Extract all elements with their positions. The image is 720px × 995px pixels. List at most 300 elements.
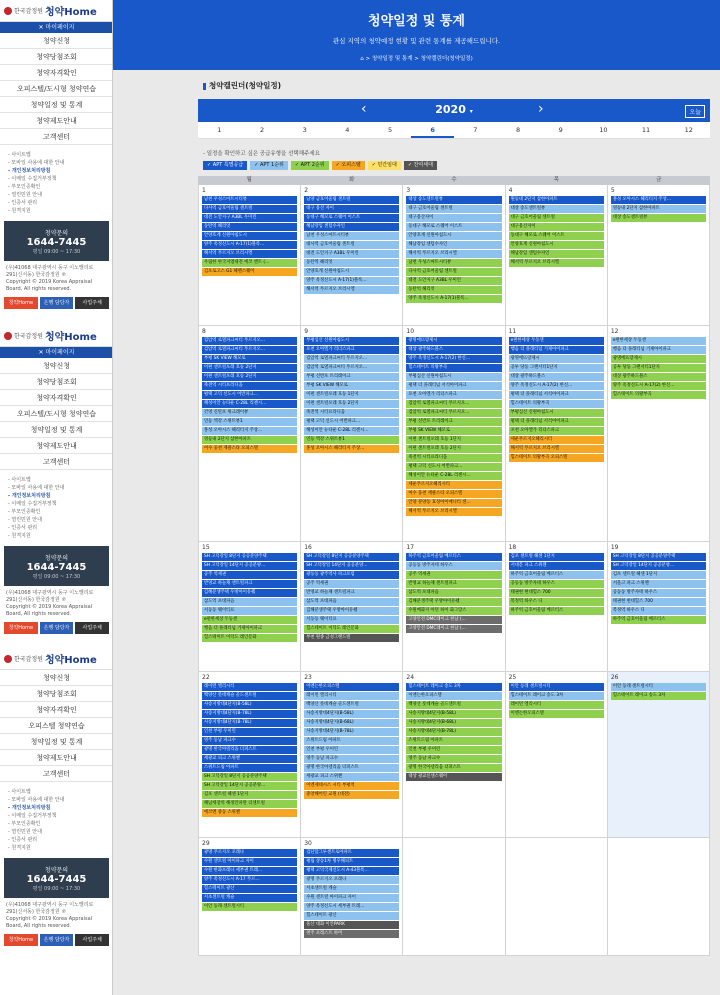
event-item[interactable]: 수원 센트럴 아이파크 자이 xyxy=(304,894,399,902)
event-item[interactable]: 해서역 푸르지오 브리시엘 xyxy=(304,286,399,294)
event-item[interactable]: 동탄역 헤리엇 xyxy=(406,286,501,294)
sub-link[interactable]: - 이메일 수집거부정책 xyxy=(8,813,57,819)
sub-link[interactable]: - 모바일 사용에 대한 안내 xyxy=(8,797,65,803)
event-item[interactable]: SH 고덕강일 8단지 공공분양주택 xyxy=(202,773,297,781)
event-item[interactable]: 이안 동래 센트럴시티 xyxy=(509,683,604,691)
event-item[interactable]: 공투 당동 그랜서티1단지 xyxy=(509,364,604,372)
event-item[interactable]: 연등 엑강 스위트뷰1 xyxy=(304,436,399,444)
event-item[interactable]: 중앙해어린 교원 (대전) xyxy=(304,791,399,799)
event-item[interactable]: 광동동 광주역사 파크포럼 xyxy=(304,571,399,579)
event-item[interactable]: 반영교 하늘채 센트럴파크 xyxy=(202,580,297,588)
event-item[interactable]: 홍성 오아시스 헤리티지 주상… xyxy=(611,196,706,204)
event-item[interactable]: 서대문 파크 스위첸 xyxy=(509,562,604,570)
sidebar-menu-item[interactable]: 오피스텔 청약연습 xyxy=(0,718,113,734)
event-item[interactable]: 부평 SK VIEW 해모로 xyxy=(406,427,501,435)
event-item[interactable]: 서초센트럴 캐슬 xyxy=(202,894,297,902)
event-item[interactable]: 이편 센트럴포레 호등 2단지 xyxy=(202,364,297,372)
event-item[interactable]: 영등내 2단지 삼한아파트 xyxy=(611,205,706,213)
sub-link[interactable]: - 부모인증확인 xyxy=(8,509,41,515)
event-item[interactable]: 레이먼 엘리시티 xyxy=(202,683,297,691)
sub-link[interactable]: - 열린민원 안내 xyxy=(8,192,42,198)
event-item[interactable]: SH 고덕강일 8단지 공공분양주택 xyxy=(611,553,706,561)
event-item[interactable]: 행음 더 플래티넘 거제아이파크 xyxy=(611,346,706,354)
event-item[interactable]: 김포로고스 G1 헤렌스퀘어 xyxy=(202,268,297,276)
event-item[interactable]: 삼도역 포대파음 xyxy=(406,589,501,597)
sidebar-menu-item[interactable]: 청약일정 및 통계 xyxy=(0,422,113,438)
event-item[interactable]: 고양안전 DMC레이크 한남 (… xyxy=(406,625,501,633)
event-item[interactable]: 검암역 로열파크씨티 푸르지오… xyxy=(304,355,399,363)
event-item[interactable]: 평택 고덕국제신도시 A-43블록… xyxy=(304,867,399,875)
event-item[interactable]: 해서역 푸르지오 브리시엘 xyxy=(509,445,604,453)
event-item[interactable]: 동탄역 헤리엇 xyxy=(202,223,297,231)
event-item[interactable]: 힐스테이트 광산 xyxy=(304,912,399,920)
event-item[interactable]: 검암역 로열파크씨티 푸르지오… xyxy=(202,346,297,354)
sidebar-menu-item[interactable]: 청약일정 및 통계 xyxy=(0,734,113,750)
event-item[interactable]: 공동동 방주자테 하우스 xyxy=(406,562,501,570)
event-item[interactable]: 대상 광주하드블스 xyxy=(509,373,604,381)
legend-chip[interactable]: ✓ APT 2순위 xyxy=(291,161,329,170)
event-item[interactable]: 하주역 금호어울림 베르티스 xyxy=(611,616,706,624)
event-item[interactable]: 공주 역세권 xyxy=(406,571,501,579)
logo[interactable] xyxy=(0,0,113,22)
event-item[interactable]: 광명 한국아델리움 더퍼스트 xyxy=(202,746,297,754)
event-item[interactable]: SH 고덕강일 8단지 공공분양주택 xyxy=(304,553,399,561)
event-item[interactable]: 인천 부평 우미린 xyxy=(304,746,399,754)
legend-chip[interactable]: ✓ 민간임대 xyxy=(368,161,401,170)
event-item[interactable]: 이편 센트럴포레 호등 1단지 xyxy=(406,436,501,444)
event-item[interactable]: 다사역 금호어울림 센트럴 xyxy=(202,205,297,213)
event-item[interactable]: 대구 금호어울림 센트럴 xyxy=(406,205,501,213)
event-item[interactable]: 백양산 롯데캐슬 골드센트럴 xyxy=(202,692,297,700)
next-year-icon[interactable]: › xyxy=(538,101,544,117)
event-item[interactable]: 태권현 현대힐스 700 xyxy=(611,598,706,606)
sub-link[interactable]: - 사이트맵 xyxy=(8,789,31,795)
event-item[interactable]: SH 고덕강일 14단지 공공분양… xyxy=(304,562,399,570)
event-item[interactable]: 대상 광주하드블스 xyxy=(611,373,706,381)
sub-link[interactable]: - 인증서 관리 xyxy=(8,200,38,206)
sub-link[interactable]: - 개인정보처리방침 xyxy=(8,805,51,811)
event-item[interactable]: 힐스테이트 레이크 송도 3차 xyxy=(406,683,501,691)
event-item[interactable]: 평택 고덕 신도시 어반파크… xyxy=(304,418,399,426)
event-item[interactable]: 복정역 하우스 디 xyxy=(611,607,706,615)
event-item[interactable]: 부평심산 신원아침도시 xyxy=(406,373,501,381)
sidebar-menu-item[interactable]: 청약자격확인 xyxy=(0,65,113,81)
month-tab[interactable]: 4 xyxy=(345,126,350,134)
event-item[interactable]: 태권현 현대힐스 700 xyxy=(509,589,604,597)
event-item[interactable]: 양주 옥정신도시 A-17(1)블록… xyxy=(202,241,297,249)
sidebar-menu-item[interactable]: 청약제도안내 xyxy=(0,750,113,766)
event-item[interactable]: 김포 센트럴 헤센 1단지 xyxy=(202,791,297,799)
footer-button[interactable]: 사업주체 xyxy=(75,297,109,309)
mypage-link[interactable]: ✕ 마이페이지 xyxy=(0,22,113,33)
event-item[interactable]: 백양산 롯데캐슬 골드센트럴 xyxy=(406,701,501,709)
event-item[interactable]: 검암역 로열파크씨티 푸르지오… xyxy=(304,364,399,372)
event-item[interactable]: 대사역 금호어울림 센트럴 xyxy=(304,241,399,249)
event-item[interactable]: 검단할그루센트로아파트 xyxy=(304,849,399,857)
event-item[interactable]: e편한세상 두동센 xyxy=(611,337,706,345)
event-item[interactable]: 사송지방대4단지(B-78L) xyxy=(202,719,297,727)
event-item[interactable]: 평택 더 플래티넘 서석아이파크 xyxy=(509,391,604,399)
event-item[interactable]: 김포 센트럴 헤센 1단지 xyxy=(509,553,604,561)
event-item[interactable]: 힐스테이트 의왕부곡 xyxy=(611,391,706,399)
event-item[interactable]: 부평 신반포 트리레이크 xyxy=(304,373,399,381)
event-item[interactable]: 이안 동래 센트럴시티 xyxy=(611,683,706,691)
event-item[interactable]: 서동동 웨이티프 xyxy=(304,616,399,624)
event-item[interactable]: 부평 SK VIEW 해모로 xyxy=(304,382,399,390)
event-item[interactable]: 안양호계 신원아침도시 xyxy=(304,268,399,276)
event-item[interactable]: 양주 옥정신도시 A-17(1)블록… xyxy=(406,295,501,303)
event-item[interactable]: 힐스테이트 레이크 송도 3차 xyxy=(509,692,604,700)
month-tab[interactable]: 12 xyxy=(684,126,693,134)
event-item[interactable]: 대상 광주하드블스 xyxy=(406,346,501,354)
event-item[interactable]: 광명에뜨랑제시 xyxy=(611,355,706,363)
year-selector[interactable]: 2020 ▾ xyxy=(435,103,473,116)
event-item[interactable]: 사송지방대4단지(B-78L) xyxy=(202,710,297,718)
sub-link[interactable]: - 개인정보처리방침 xyxy=(8,168,51,174)
event-item[interactable]: 사송지방대4단지(B-58L) xyxy=(304,710,399,718)
event-item[interactable]: 사송지방대4단지(B-58L) xyxy=(202,701,297,709)
event-item[interactable]: 대구용산자이 xyxy=(509,223,604,231)
event-item[interactable]: 남천 우성스마트시티뷰 xyxy=(406,259,501,267)
sub-link[interactable]: - 부모인증확인 xyxy=(8,184,41,190)
event-item[interactable]: 양주 옥정신도시 A-17 푸르… xyxy=(202,876,297,884)
event-item[interactable]: 해서역 푸르지오 브리시엘 xyxy=(406,250,501,258)
event-item[interactable]: 하주역 금호어울림 베르티스 xyxy=(406,553,501,561)
home-icon[interactable]: ⌂ xyxy=(360,56,364,62)
event-item[interactable]: 인천 부평 우미린 xyxy=(202,728,297,736)
event-item[interactable]: 인천 부평 우미린 xyxy=(406,746,501,754)
event-item[interactable]: 부평 SK VIEW 해모로 xyxy=(202,355,297,363)
event-item[interactable]: 검암역 로열파크씨티 푸르지오… xyxy=(202,337,297,345)
event-item[interactable]: 평림 상동1차 명우해피트 xyxy=(304,858,399,866)
event-item[interactable]: 안양호계 신원아침도시 xyxy=(202,232,297,240)
event-item[interactable]: 해서역 푸르지오 브리시엘 xyxy=(202,250,297,258)
event-item[interactable]: 영주 동남 파크수 xyxy=(202,737,297,745)
logo[interactable] xyxy=(0,325,113,347)
event-item[interactable]: 원동네 2단지 삼한아파트 xyxy=(509,196,604,204)
month-tab[interactable]: 7 xyxy=(473,126,478,134)
footer-button[interactable]: 은행 담당자 xyxy=(40,297,74,309)
event-item[interactable]: 포천 오아엘가 리더스파크 xyxy=(406,391,501,399)
event-item[interactable]: 사송지방대4단지(B-58L) xyxy=(406,710,501,718)
event-item[interactable]: SH 고덕강일 8단지 공공분양주택 xyxy=(202,553,297,561)
sub-link[interactable]: - 이메일 수집거부정책 xyxy=(8,501,57,507)
month-tab[interactable]: 3 xyxy=(302,126,307,134)
event-item[interactable]: 대전 도안지구 A3BL 우미린 xyxy=(202,214,297,222)
sidebar-menu-item[interactable]: 청약일정 및 통계 xyxy=(0,97,113,113)
event-item[interactable]: 하주역 금호어울림 베르티스 xyxy=(509,607,604,615)
sidebar-menu-item[interactable]: 청약신청 xyxy=(0,358,113,374)
event-item[interactable]: 해남강임 센텀수자인 xyxy=(406,241,501,249)
breadcrumb-item[interactable]: 청약일정 및 통계 xyxy=(371,56,413,62)
event-item[interactable]: 광명에뜨랑제시 xyxy=(509,355,604,363)
breadcrumb-item[interactable]: 청약캘린더(청약일정) xyxy=(420,56,473,62)
event-item[interactable]: 동탄역 헤리엇 xyxy=(304,259,399,267)
legend-chip[interactable]: ✓ APT 1순위 xyxy=(250,161,288,170)
sidebar-menu-item[interactable]: 청약제도안내 xyxy=(0,438,113,454)
event-item[interactable]: 양주 옥정신도시 A-17(2) 한신… xyxy=(509,382,604,390)
event-item[interactable]: 고양안전 DMC레이크 한남 (… xyxy=(406,616,501,624)
footer-button[interactable]: 은행 담당자 xyxy=(40,934,74,946)
event-item[interactable]: 이엔제네시스 시티 부평역 xyxy=(304,782,399,790)
event-item[interactable]: 해서역 푸르지오 브리시엘 xyxy=(406,508,501,516)
event-item[interactable]: 대전 도안지구 A3BL 우미린 xyxy=(406,277,501,285)
event-item[interactable]: e편한세상 두동센 xyxy=(509,337,604,345)
month-tab[interactable]: 5 xyxy=(387,126,393,134)
sub-link[interactable]: - 사이트맵 xyxy=(8,477,31,483)
event-item[interactable]: 이편 센트럴포레 호등 2단지 xyxy=(304,400,399,408)
event-item[interactable]: 하주역 금호어울림 베르티스 xyxy=(509,571,604,579)
event-item[interactable]: 대구용산자이 xyxy=(406,214,501,222)
event-item[interactable]: 해남세장역 해정만파란 더센트럴 xyxy=(202,800,297,808)
event-item[interactable]: 행음 더 플래티넘 거제아이파크 xyxy=(509,346,604,354)
event-item[interactable]: 삼도역 포대파음 xyxy=(304,598,399,606)
event-item[interactable]: 공주 역세권 xyxy=(304,580,399,588)
footer-button[interactable]: 청약Home xyxy=(4,622,38,634)
event-item[interactable]: 해성이안 뉴타운 C-28L 리젠시… xyxy=(202,400,297,408)
event-item[interactable]: 다사역 금호어울림 센트럴 xyxy=(406,268,501,276)
event-item[interactable]: 우림한 한국지엠대전 에코 엔트 (… xyxy=(202,259,297,267)
event-item[interactable]: 서울고 파크 스위첸 xyxy=(611,580,706,588)
sidebar-menu-item[interactable]: 고객센터 xyxy=(0,129,113,145)
event-item[interactable]: SH 고덕강일 14단지 공공분양… xyxy=(202,782,297,790)
event-item[interactable]: 힐스테이트 이덕도 레인문화 xyxy=(304,625,399,633)
event-item[interactable]: 사송지방대4단지(B-68L) xyxy=(304,719,399,727)
event-item[interactable]: 죽전역 시티프라디움 xyxy=(202,382,297,390)
event-item[interactable]: 양주 옥정신도시 A-17(2) 한신… xyxy=(406,355,501,363)
legend-chip[interactable]: ✓ 오피스텔 xyxy=(332,161,365,170)
event-item[interactable]: 포천 오아엘가 리더스파크 xyxy=(509,427,604,435)
event-item[interactable]: 동대구 해모로 스퀘어 이스트 xyxy=(509,232,604,240)
sidebar-menu-item[interactable]: 청약신청 xyxy=(0,670,113,686)
prev-year-icon[interactable]: ‹ xyxy=(361,101,367,117)
event-item[interactable]: 광명 한국아델리움 더퍼스트 xyxy=(304,764,399,772)
event-item[interactable]: 반영교 하늘채 센트럴파크 xyxy=(406,580,501,588)
sidebar-menu-item[interactable]: 청약신청 xyxy=(0,33,113,49)
event-item[interactable]: 포천 오아엘가 리더스파크 xyxy=(304,346,399,354)
event-item[interactable]: 힐스테이트 광산 xyxy=(202,885,297,893)
event-item[interactable]: 힐스테이트 의왕부곡 xyxy=(509,400,604,408)
event-item[interactable]: 양주 옥정신도시 세부권 트레… xyxy=(304,903,399,911)
event-item[interactable]: 수원 한화포레나 세부권 트레… xyxy=(202,867,297,875)
event-item[interactable]: 반영교 하늘채 센트럴파크 xyxy=(304,589,399,597)
event-item[interactable]: 광명 푸르지오 포레나 xyxy=(202,849,297,857)
sub-link[interactable]: - 원격지원 xyxy=(8,533,31,539)
event-item[interactable]: 대전 도안지구 A3BL 우미린 xyxy=(304,250,399,258)
event-item[interactable]: 복정역 하우스 디 xyxy=(509,598,604,606)
footer-button[interactable]: 사업주체 xyxy=(75,934,109,946)
event-item[interactable]: 대상 광교신센스퀘어 xyxy=(406,773,501,781)
event-item[interactable]: 평택 더 플래티넘 서석아이파크 xyxy=(406,382,501,390)
sub-link[interactable]: - 모바일 사용에 대한 안내 xyxy=(8,160,65,166)
event-item[interactable]: e편한세상 두동센 xyxy=(202,616,297,624)
event-item[interactable]: 동대구 해모로 스퀘어 이스트 xyxy=(304,214,399,222)
event-item[interactable]: 이편 센트럴포레 호등 2단지 xyxy=(406,445,501,453)
event-item[interactable]: 공투 당동 그랜서티1단지 xyxy=(611,364,706,372)
month-tab[interactable]: 9 xyxy=(558,126,563,134)
month-tab[interactable]: 1 xyxy=(217,126,222,134)
event-item[interactable]: 삼도역 포대파음 xyxy=(202,598,297,606)
event-item[interactable]: 김해분생주택 우방아이유쉘 xyxy=(202,589,297,597)
event-item[interactable]: 김해분생주택 우방아이유쉘 xyxy=(406,598,501,606)
event-item[interactable]: 홍성 오아시스 헤리티지 주상… xyxy=(202,427,297,435)
event-item[interactable]: 홍성 오아시스 헤리티지 주상… xyxy=(304,445,399,453)
sub-link[interactable]: - 원격지원 xyxy=(8,845,31,851)
sub-link[interactable]: - 사이트맵 xyxy=(8,152,31,158)
event-item[interactable]: 평택 고덕 신도시 어반파크… xyxy=(406,463,501,471)
event-item[interactable]: SH 고덕강일 14단지 공공분양… xyxy=(611,562,706,570)
event-item[interactable]: 공주 역세권 xyxy=(202,571,297,579)
event-item[interactable]: 부평심산 신원아침도시 xyxy=(304,337,399,345)
event-item[interactable]: 양주 옥정신도시 A-17(2) 한신… xyxy=(611,382,706,390)
event-item[interactable]: 영주 동남 파크수 xyxy=(304,755,399,763)
event-item[interactable]: 레이먼 엘리시티 xyxy=(509,701,604,709)
sidebar-menu-item[interactable]: 청약자격확인 xyxy=(0,702,113,718)
footer-button[interactable]: 사업주체 xyxy=(75,622,109,634)
month-tab[interactable]: 2 xyxy=(259,126,265,134)
event-item[interactable]: 힐스테이트 레이크 송도 3차 xyxy=(611,692,706,700)
footer-button[interactable]: 은행 담당자 xyxy=(40,622,74,634)
event-item[interactable]: 동대구 해모로 스퀘어 이스트 xyxy=(406,223,501,231)
event-item[interactable]: 연등 엑강 스위트뷰1 xyxy=(202,418,297,426)
event-item[interactable]: 세광교 피크 스위첸 xyxy=(304,773,399,781)
event-item[interactable]: 서동동 웨이티프 xyxy=(202,607,297,615)
event-item[interactable]: 부평심산 신원아침도시 xyxy=(509,409,604,417)
event-item[interactable]: 평택 고덕 신도시 어반파크… xyxy=(202,391,297,399)
today-button[interactable]: 오늘 xyxy=(685,105,705,118)
sidebar-menu-item[interactable]: 고객센터 xyxy=(0,454,113,470)
event-item[interactable]: 해성이안 뉴타운 C-28L 리젠시… xyxy=(406,472,501,480)
event-item[interactable]: 힐스테이트 이덕도 레인문화 xyxy=(202,634,297,642)
sidebar-menu-item[interactable]: 고객센터 xyxy=(0,766,113,782)
event-item[interactable]: 스위트드림 아파트 xyxy=(406,737,501,745)
event-item[interactable]: 이안 동래 센트럴시티 xyxy=(202,903,297,911)
event-item[interactable]: 안양호계 신원아침도시 xyxy=(509,241,604,249)
mypage-link[interactable]: ✕ 마이페이지 xyxy=(0,347,113,358)
event-item[interactable]: 남천 우성스마트시티뷰 xyxy=(304,232,399,240)
logo[interactable] xyxy=(0,648,113,670)
sub-link[interactable]: - 모바일 사용에 대한 안내 xyxy=(8,485,65,491)
event-item[interactable]: 대상 송도센트럴뷰 xyxy=(509,205,604,213)
event-item[interactable]: 죽전역 시티프라디움 xyxy=(406,454,501,462)
event-item[interactable]: 천주 포레스트 하버 xyxy=(304,930,399,938)
event-item[interactable]: 안양 분양동 효성아이예니티 센… xyxy=(406,499,501,507)
event-item[interactable]: 죽전역 시티프라디움 xyxy=(304,409,399,417)
event-item[interactable]: 김포 센트럴 헤센 1단지 xyxy=(611,571,706,579)
legend-chip[interactable]: ✓ APT 특별공급 xyxy=(203,161,247,170)
event-item[interactable]: 이엔는한오피스텔 xyxy=(509,710,604,718)
event-item[interactable]: 스위트드림 아파트 xyxy=(304,737,399,745)
event-item[interactable]: 레이먼 엘리시티 xyxy=(304,692,399,700)
event-item[interactable]: 이엔는한오피스텔 xyxy=(304,683,399,691)
event-item[interactable]: 사송지방대4단지(B-78L) xyxy=(406,728,501,736)
event-item[interactable]: 세운푸르지오헤리시티 xyxy=(406,481,501,489)
event-item[interactable]: 광명 푸르지오 포레나 xyxy=(304,876,399,884)
event-item[interactable]: 해남강임 센텀수자인 xyxy=(304,223,399,231)
sidebar-menu-item[interactable]: 오피스텔/도시형 청약연습 xyxy=(0,81,113,97)
sub-link[interactable]: - 개인정보처리방침 xyxy=(8,493,51,499)
sub-link[interactable]: - 열린민원 안내 xyxy=(8,517,42,523)
event-item[interactable]: 이편 센트럴포레 호등 1단지 xyxy=(304,391,399,399)
event-item[interactable]: 에코엔 중동 스위첸 xyxy=(202,809,297,817)
event-item[interactable]: 건영 신탄포 위크레이뷰 xyxy=(202,409,297,417)
event-item[interactable]: 여수 웅천 재클스타 오피스텔 xyxy=(202,445,297,453)
event-item[interactable]: 해남강임 센텀수자인 xyxy=(509,250,604,258)
event-item[interactable]: 힐스테이트 의왕부곡 오피스텔 xyxy=(509,454,604,462)
legend-chip[interactable]: ✓ 잔여세대 xyxy=(404,161,437,170)
event-item[interactable]: 행음 더 플래티넘 거제아이파크 xyxy=(202,625,297,633)
sub-link[interactable]: - 인증서 관리 xyxy=(8,837,38,843)
event-item[interactable]: 공동동 방주자테 하우스 xyxy=(611,589,706,597)
event-item[interactable]: 검암역 로열파크씨티 푸르지오… xyxy=(406,400,501,408)
footer-button[interactable]: 청약Home xyxy=(4,297,38,309)
sub-link[interactable]: - 이메일 수집거부정책 xyxy=(8,176,57,182)
event-item[interactable]: 세광교 피크 스위첸 xyxy=(202,755,297,763)
event-item[interactable]: 남천 우성스마트시티뷰 xyxy=(202,196,297,204)
event-item[interactable]: 스위트드림 아파트 xyxy=(202,764,297,772)
event-item[interactable]: 대상 송도센트럴뷰 xyxy=(611,214,706,222)
event-item[interactable]: 남양 금호어울림 센트럴 xyxy=(304,196,399,204)
event-item[interactable]: 부평 신반포 트리레이크 xyxy=(406,418,501,426)
sub-link[interactable]: - 인증서 관리 xyxy=(8,525,38,531)
event-item[interactable]: 검암역 로열파크씨티 푸르지오… xyxy=(406,409,501,417)
event-item[interactable]: 양주 옥정신도시 A-17(1)블록… xyxy=(304,277,399,285)
event-item[interactable]: 영등내 2단지 삼한아파트 xyxy=(202,436,297,444)
event-item[interactable]: 안양호계 신원아침도시 xyxy=(406,232,501,240)
sub-link[interactable]: - 열린민원 안내 xyxy=(8,829,42,835)
event-item[interactable]: 백양산 롯데캐슬 골드센트럴 xyxy=(304,701,399,709)
event-item[interactable]: 부천 원종 금성그랜드빌 xyxy=(304,634,399,642)
footer-button[interactable]: 청약Home xyxy=(4,934,38,946)
sidebar-menu-item[interactable]: 오피스텔/도시형 청약연습 xyxy=(0,406,113,422)
event-item[interactable]: SH 고덕강일 14단지 공공분양… xyxy=(202,562,297,570)
event-item[interactable]: 대구 금호어울림 센트럴 xyxy=(509,214,604,222)
sidebar-menu-item[interactable]: 청약당첨조회 xyxy=(0,374,113,390)
sub-link[interactable]: - 부모인증확인 xyxy=(8,821,41,827)
event-item[interactable]: 대상 송도센트럴뷰 xyxy=(406,196,501,204)
event-item[interactable]: 수원 센트럴 아이파크 자이 xyxy=(202,858,297,866)
month-tab[interactable]: 11 xyxy=(641,126,651,134)
sidebar-menu-item[interactable]: 청약당첨조회 xyxy=(0,686,113,702)
sidebar-menu-item[interactable]: 청약제도안내 xyxy=(0,113,113,129)
sub-link[interactable]: - 원격지원 xyxy=(8,208,31,214)
event-item[interactable]: 광명에뜨랑제시 xyxy=(406,337,501,345)
event-item[interactable]: 사송지방대4단지(B-68L) xyxy=(406,719,501,727)
event-item[interactable]: 수원매화지 아던 하이 화그랑스 xyxy=(406,607,501,615)
event-item[interactable]: 김해분생주택 우방아이유쉘 xyxy=(304,607,399,615)
event-item[interactable]: 세운푸르지오헤리시티 xyxy=(509,436,604,444)
event-item[interactable]: 해서역 푸르지오 브리시엘 xyxy=(509,259,604,267)
caret-down-icon[interactable]: ▾ xyxy=(469,108,473,115)
event-item[interactable]: 영주 동남 파크수 xyxy=(406,755,501,763)
month-tab[interactable]: 8 xyxy=(515,126,521,134)
event-item[interactable]: 이편 센트럴포레 호등 2단지 xyxy=(202,373,297,381)
sidebar-menu-item[interactable]: 청약당첨조회 xyxy=(0,49,113,65)
event-item[interactable]: 여수 웅천 재클스타 오피스텔 xyxy=(406,490,501,498)
event-item[interactable]: 사송지방대4단지(B-78L) xyxy=(304,728,399,736)
event-item[interactable]: 서초센트럴 캐슬 xyxy=(304,885,399,893)
month-tab[interactable]: 10 xyxy=(599,126,608,134)
sidebar-menu-item[interactable]: 청약자격확인 xyxy=(0,390,113,406)
event-item[interactable]: 이엔는한오피스텔 xyxy=(406,692,501,700)
month-tab[interactable]: 6 xyxy=(411,122,454,138)
event-item[interactable]: 해성이안 뉴타운 C-28L 리젠시… xyxy=(304,427,399,435)
event-item[interactable]: 광명 한국아델리움 더퍼스트 xyxy=(406,764,501,772)
event-item[interactable]: 대구 용산 자이 xyxy=(304,205,399,213)
event-item[interactable]: 평택 더 플래티넘 서석아이파크 xyxy=(509,418,604,426)
event-item[interactable]: 울산 대화 이안PARK xyxy=(304,921,399,929)
event-item[interactable]: 힐스테이트 의왕부곡 xyxy=(406,364,501,372)
